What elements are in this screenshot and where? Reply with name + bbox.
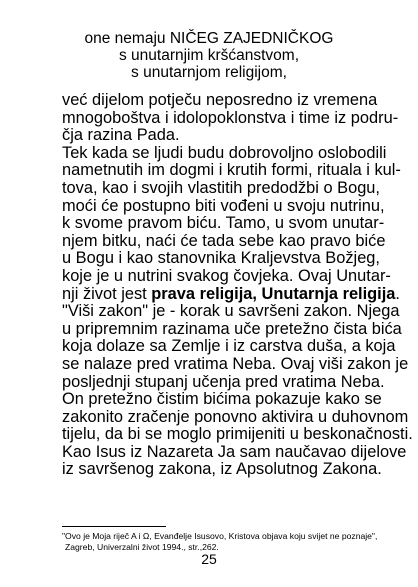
body-line: Tek kada se ljudi budu dobrovoljno oslobodili [62,143,387,162]
emphasis-text: prava religija, Unutarnja religija [151,284,396,303]
heading-line-1: one nemaju NIČEG ZAJEDNIČKOG [84,30,334,47]
heading-line-2: s unutarnjim kršćanstvom, [118,47,300,64]
footnote-line-2: Zagreb, Univerzalni život 1994., str.,262. [65,542,219,552]
body-line: koja dolaze sa Zemlje i iz carstva duša, a koja [62,337,396,356]
body-line: On pretežno čistim bićima pokazuje kako se [62,390,382,409]
body-line: čja razina Pada. [62,126,180,145]
body-line: već dijelom potječu neposredno iz vremena [62,91,378,109]
body-line: nametnutih im dogmi i krutih formi, rituala i kul- [62,161,401,180]
page-number: 25 [201,551,217,567]
body-line: u pripremnim razinama uče pretežno čista bića [62,319,402,338]
footnote-divider [62,526,166,527]
body-line: tijelu, da bi se moglo primijeniti u beskonačnosti. [62,425,413,444]
body-line: mnogoboštva i idolopoklonstva i time iz podru- [62,108,399,127]
body-text [62,91,413,479]
body-line-with-emphasis [62,284,400,304]
body-line: se nalaze pred vratima Neba. Ovaj viši zakon je [62,354,409,373]
footnote [62,531,402,553]
body-line: Kao Isus iz Nazareta Ja sam naučavao dijelove [62,442,407,461]
emphasis-suffix: . [395,284,400,303]
body-line: zakonito zračenje ponovno aktivira u duhovnom [62,407,409,426]
emphasis-prefix: nji život jest [62,284,152,303]
body-line: "Viši zakon" je - korak u savršeni zakon. Njega [62,302,400,321]
footnote-line-1: "Ovo je Moja riječ A i Ω, Evanđelje Isusovo, Kristova objava koju svijet ne poznaje", [62,531,378,541]
body-line: koje je u nutrini svakog čovjeka. Ovaj Unutar- [62,266,391,285]
body-line: k svome pravom biću. Tamo, u svom unutar- [62,214,385,233]
body-line: njem bitku, naći će tada sebe kao pravo biće [62,231,386,250]
section-heading [40,30,378,81]
body-line: posljednji stupanj učenja pred vratima Neba. [62,372,385,391]
body-line: u Bogu i kao stanovnika Kraljevstva Božjeg, [62,249,380,268]
body-line: tova, kao i svojih vlastitih predodžbi o Bogu, [62,178,380,197]
body-line: moći će postupno biti vođeni u svoju nutrinu, [62,196,385,215]
heading-line-3: s unutarnjom religijom, [131,64,287,81]
body-line: iz savršenog zakona, iz Apsolutnog Zakona. [62,460,382,479]
